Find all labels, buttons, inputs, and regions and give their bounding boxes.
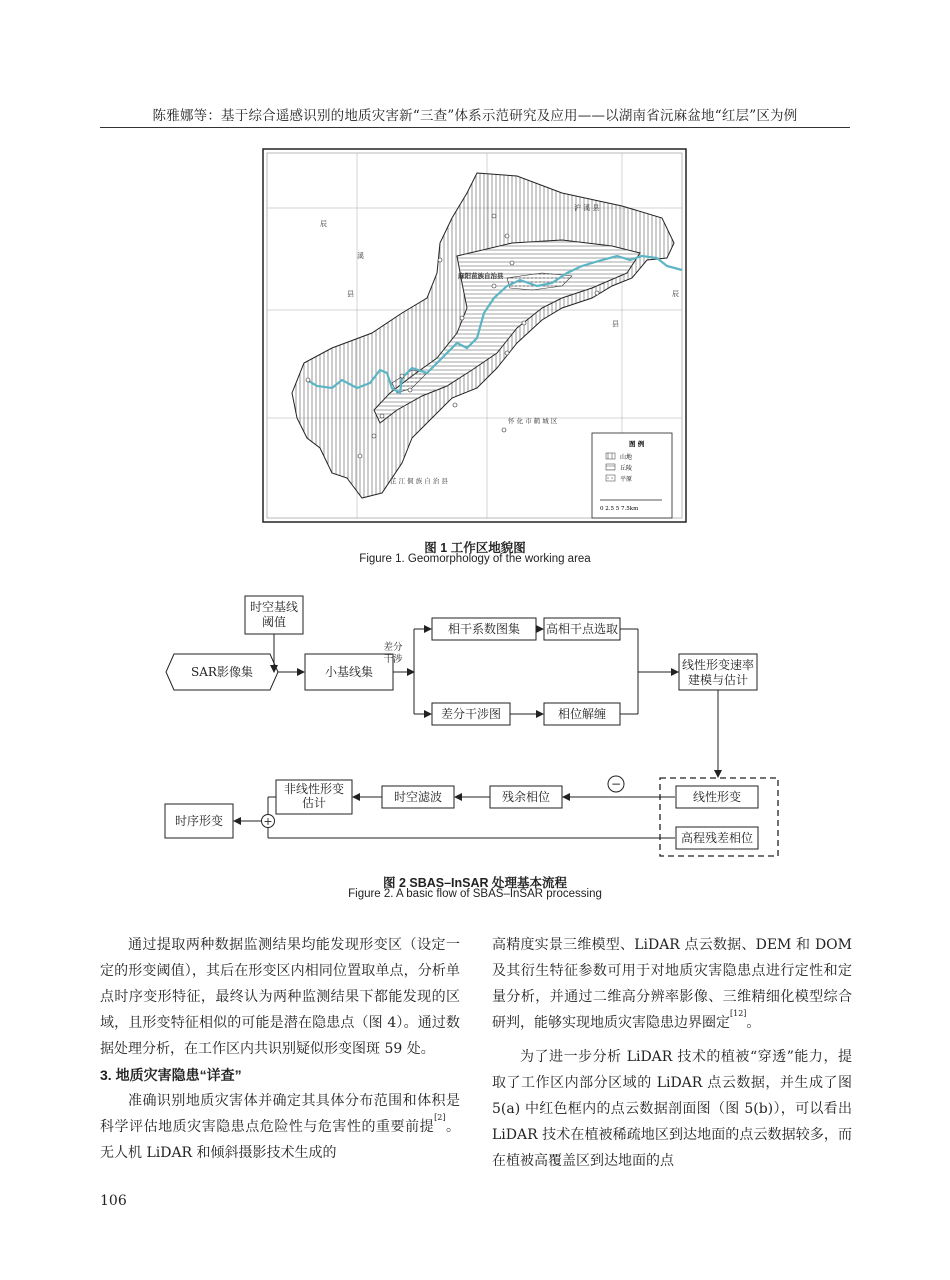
map-label-west-c: 县 <box>347 290 354 298</box>
map-legend <box>592 433 672 518</box>
node-small-baseline: 小基线集 <box>324 665 374 679</box>
right-paragraph-2: 为了进一步分析 LiDAR 技术的植被“穿透”能力，提取了工作区内部分区域的 LiDAR 点云数据，并生成了图 5(a) 中红色框内的点云数据剖面图（图 5(b)），可以看出 LiDAR 技术在植被稀疏地区到达地面的点云数据较多，而在植被高覆盖区到达地面的点 <box>492 1049 852 1169</box>
node-sar-images: SAR影像集 <box>191 665 253 679</box>
node-linear-model-1: 线性形变速率 <box>681 658 755 672</box>
node-filter: 时空滤波 <box>393 790 443 804</box>
map-label-county: 麻阳苗族自治县 <box>458 272 504 280</box>
node-nonlinear-1: 非线性形变 <box>283 782 345 796</box>
citation-2: [2] <box>434 1113 446 1122</box>
header-rule <box>100 127 850 128</box>
figure1-caption-en: Figure 1. Geomorphology of the working area <box>359 553 591 565</box>
legend-item-plain: 平原 <box>620 476 633 483</box>
left-paragraph-2-tail: 。无人机 LiDAR 和倾斜摄影技术生成的 <box>100 1119 461 1161</box>
legend-item-mountain: 山地 <box>620 454 633 461</box>
node-high-coherence: 高相干点选取 <box>545 622 619 636</box>
left-paragraph-2 <box>100 1088 460 1166</box>
map-label-east-b: 县 <box>612 320 619 328</box>
left-column <box>100 932 460 1166</box>
right-column <box>492 932 852 1174</box>
legend-scale: 0 2.5 5 7.5km <box>600 506 639 512</box>
right-paragraph-1 <box>492 932 852 1036</box>
legend-item-hill: 丘陵 <box>620 465 633 472</box>
figure2-caption-en: Figure 2. A basic flow of SBAS–InSAR processing <box>348 888 602 900</box>
running-title: 陈雅娜等：基于综合遥感识别的地质灾害新“三查”体系示范研究及应用——以湖南省沅麻盆地“红层”区为例 <box>152 108 798 124</box>
node-nonlinear-2: 估计 <box>301 796 327 810</box>
section-heading: 3. 地质灾害隐患“详查” <box>100 1067 242 1083</box>
node-diff-interferogram: 差分干涉图 <box>440 707 502 721</box>
map-label-south: 芷 江 侗 族 自 治 县 <box>390 477 448 485</box>
node-linear-deform: 线性形变 <box>692 790 742 804</box>
right-paragraph-1-tail: 。 <box>746 1015 761 1031</box>
node-linear-model-2: 建模与估计 <box>687 673 749 687</box>
node-residual-phase: 残余相位 <box>501 790 551 804</box>
page-number: 106 <box>100 1193 127 1209</box>
node-coherence: 相干系数图集 <box>447 622 521 636</box>
map-label-city: 怀 化 市 鹤 城 区 <box>508 417 558 425</box>
map-label-north: 沪 溪 县 <box>574 204 600 212</box>
left-paragraph-1: 通过提取两种数据监测结果均能发现形变区（设定一定的形变阈值），其后在形变区内相同位置取单点，分析单点时序变形特征，最终认为两种监测结果下都能发现的区域，且形变特征相似的可能是潜在隐患点（图 4）。通过数据处理分析，在工作区内共识别疑似形变图斑 59 处。 <box>100 937 460 1057</box>
node-baseline-threshold-1: 时空基线 <box>249 600 299 614</box>
node-baseline-threshold-2: 阈值 <box>261 615 287 629</box>
plus-sign: + <box>263 815 273 828</box>
minus-sign: − <box>610 777 622 791</box>
figure1-map <box>262 148 687 523</box>
figure1-caption-cn: 图 1 工作区地貌图 <box>424 541 526 555</box>
map-label-west-a: 辰 <box>320 220 327 228</box>
label-diff-1: 差分 <box>383 642 403 653</box>
figure2-caption-cn: 图 2 SBAS–InSAR 处理基本流程 <box>382 876 568 890</box>
figure2-flowchart <box>160 592 800 864</box>
right-paragraph-1-text: 高精度实景三维模型、LiDAR 点云数据、DEM 和 DOM 及其衍生特征参数可用于对地质灾害隐患点进行定性和定量分析，并通过二维高分辨率影像、三维精细化模型综合研判，能够实现地质灾害隐患边界圈定 <box>492 937 852 1031</box>
map-label-west-b: 溪 <box>357 252 364 260</box>
citation-12: [12] <box>730 1009 747 1018</box>
node-timeseries: 时序形变 <box>174 814 224 828</box>
map-label-east: 辰 <box>672 290 679 298</box>
legend-title: 图 例 <box>629 440 645 448</box>
node-unwrap: 相位解缠 <box>557 707 607 721</box>
node-dem-residual: 高程残差相位 <box>680 831 754 845</box>
label-diff-2: 干涉 <box>383 654 403 665</box>
left-paragraph-2-text: 准确识别地质灾害体并确定其具体分布范围和体积是科学评估地质灾害隐患点危险性与危害性的重要前提 <box>100 1093 460 1135</box>
